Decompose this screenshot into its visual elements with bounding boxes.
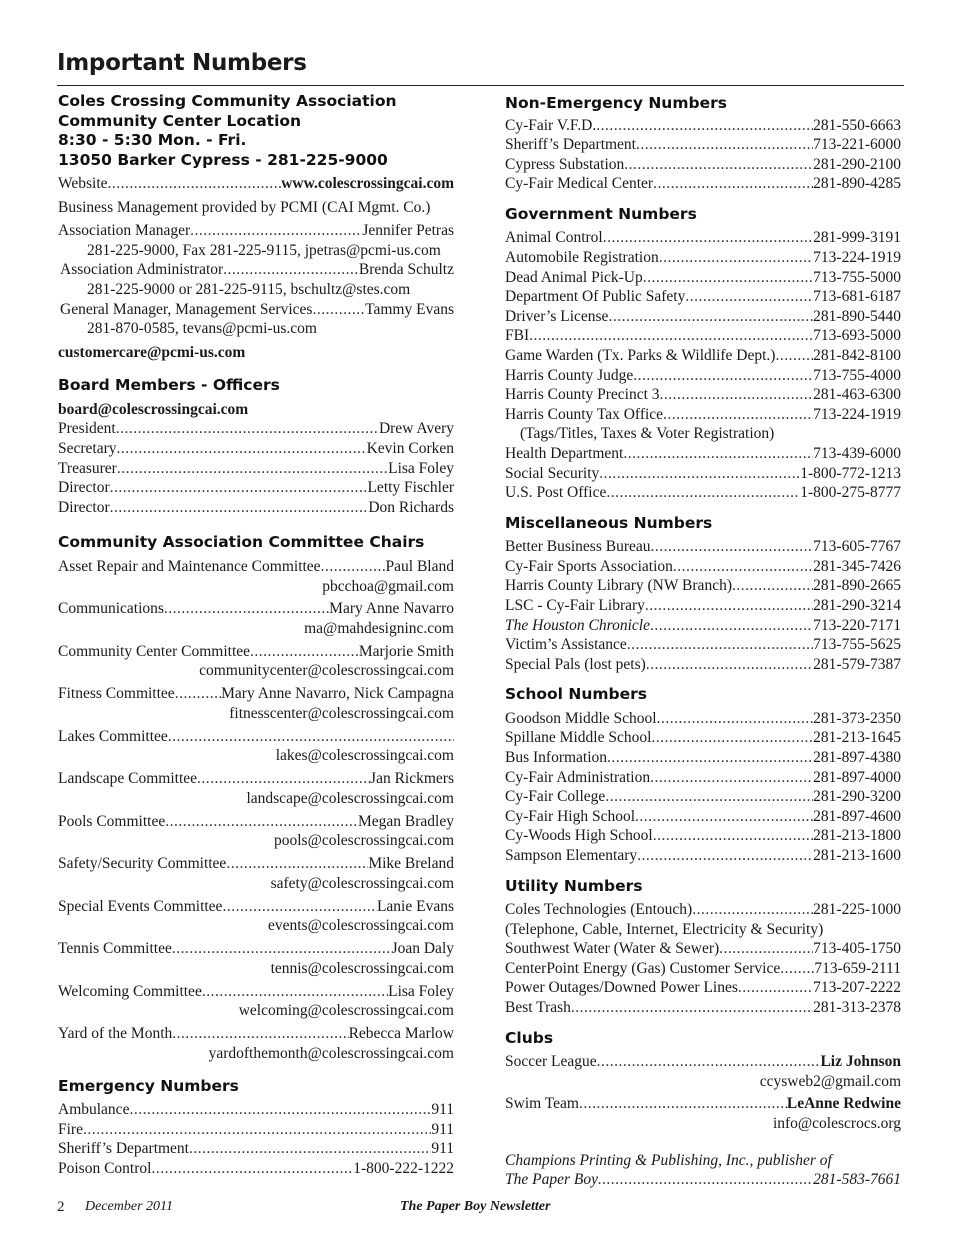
government <box>505 366 901 386</box>
board-member-label: Secretary <box>58 440 117 458</box>
government <box>505 268 901 288</box>
non-emergency-label: Cypress Substation <box>505 155 625 173</box>
website-row <box>58 174 454 194</box>
government-value: 281-463-6300 <box>813 386 901 404</box>
school-label: Cy-Fair Administration <box>505 768 651 786</box>
club-value: Liz Johnson <box>820 1053 901 1071</box>
board-list <box>58 419 454 517</box>
publisher-number: 281-583-7661 <box>813 1171 901 1189</box>
school-heading: School Numbers <box>505 685 648 704</box>
school-label: Cy-Fair High School <box>505 807 636 825</box>
committee-value: Jan Rickmers <box>370 770 454 788</box>
government <box>505 405 901 425</box>
non-emergency-value: 281-550-6663 <box>813 116 901 134</box>
association-name: Coles Crossing Community Association <box>58 92 397 110</box>
club-value: LeAnne Redwine <box>786 1095 901 1113</box>
website-link[interactable]: www.colescrossingcai.com <box>281 175 454 192</box>
emergency <box>58 1120 454 1140</box>
school <box>505 826 901 846</box>
school <box>505 748 901 768</box>
committee-value: Rebecca Marlow <box>348 1025 454 1043</box>
government-label: Health Department <box>505 444 624 462</box>
government-label: Dead Animal Pick-Up <box>505 268 643 286</box>
utility-note: (Telephone, Cable, Internet, Electricity & Security) <box>505 920 824 938</box>
misc-value: 281-579-7387 <box>813 655 901 673</box>
government-value: 281-842-8100 <box>813 346 901 364</box>
government-value: 281-890-5440 <box>813 307 901 325</box>
emergency-value: 911 <box>431 1140 454 1158</box>
misc-heading: Miscellaneous Numbers <box>505 513 713 532</box>
government-value: 713-439-6000 <box>813 444 901 462</box>
government-value: 1-800-772-1213 <box>800 464 901 482</box>
non-emergency-heading: Non-Emergency Numbers <box>505 94 727 112</box>
association-header <box>58 92 454 170</box>
staff-name: Brenda Schultz <box>358 261 454 279</box>
school-value: 281-213-1800 <box>813 827 901 845</box>
committee-label: Welcoming Committee <box>58 982 202 1000</box>
misc-value: 713-755-5625 <box>813 636 901 654</box>
school <box>505 768 901 788</box>
board-member-label: President <box>58 420 116 438</box>
non-emergency <box>505 155 901 175</box>
committee <box>58 939 454 959</box>
committee-value: Megan Bradley <box>358 812 454 830</box>
government-label: U.S. Post Office <box>505 484 607 502</box>
management-note: Business Management provided by PCMI (CAI Mgmt. Co.) <box>58 198 431 216</box>
government <box>505 444 901 464</box>
government-value: 713-755-5000 <box>813 268 901 286</box>
misc-label: The Houston Chronicle <box>505 616 650 634</box>
emergency <box>58 1100 454 1120</box>
publisher-row <box>505 1170 901 1190</box>
government-label: FBI <box>505 327 530 345</box>
school-value: 281-290-3200 <box>813 788 901 806</box>
board-member-value: Lisa Foley <box>388 459 454 477</box>
utility <box>505 998 901 1018</box>
board-member <box>58 478 454 498</box>
club-email[interactable]: ccysweb2@gmail.com <box>759 1072 901 1090</box>
misc-value: 281-890-2665 <box>813 577 901 595</box>
title-rule <box>57 85 904 86</box>
committee-email[interactable]: events@colescrossingcai.com <box>267 917 454 935</box>
emergency-label: Poison Control <box>58 1160 152 1177</box>
committee-label: Yard of the Month <box>58 1025 173 1043</box>
emergency-value: 911 <box>431 1101 454 1119</box>
board-email[interactable]: board@colescrossingcai.com <box>58 400 249 418</box>
committee-value: Joan Daly <box>391 940 454 958</box>
government-label: Harris County Precinct 3 <box>505 386 660 404</box>
government-value: 713-224-1919 <box>813 248 901 266</box>
government-label: Social Security <box>505 464 600 482</box>
school-value: 281-213-1600 <box>813 847 901 864</box>
committee <box>58 1024 454 1044</box>
staff-role: General Manager, Management Services <box>60 300 313 318</box>
misc <box>505 557 901 577</box>
page-number: 2 <box>57 1199 65 1215</box>
school <box>505 709 901 729</box>
non-emergency-value: 713-221-6000 <box>813 136 901 154</box>
club <box>505 1052 901 1072</box>
committee-value: Mary Anne Navarro <box>329 600 454 618</box>
utility-label: Power Outages/Downed Power Lines <box>505 979 738 997</box>
board-heading: Board Members - Officers <box>58 376 280 395</box>
club <box>505 1094 901 1114</box>
misc <box>505 655 901 675</box>
committee-value: Mary Anne Navarro, Nick Campagna <box>221 685 454 703</box>
board-member-value: Letty Fischler <box>367 479 454 497</box>
publisher-paper: The Paper Boy <box>505 1171 598 1189</box>
committee <box>58 982 454 1002</box>
government-value: 713-755-4000 <box>813 366 901 384</box>
committee-value: Lisa Foley <box>388 982 454 1000</box>
committee <box>58 769 454 789</box>
government-label: Animal Control <box>505 229 603 247</box>
committee <box>58 854 454 874</box>
committee-email[interactable]: landscape@colescrossingcai.com <box>246 789 454 807</box>
school <box>505 728 901 748</box>
school-label: Cy-Woods High School <box>505 827 653 845</box>
school-value: 281-897-4380 <box>813 749 901 767</box>
government <box>505 385 901 405</box>
utility-value: 713-207-2222 <box>813 979 901 997</box>
committee-email[interactable]: pools@colescrossingcai.com <box>274 832 454 850</box>
government-label: Driver’s License <box>505 307 609 325</box>
center-location: Community Center Location <box>58 111 302 130</box>
government-value: 713-693-5000 <box>813 327 901 345</box>
page-title: Important Numbers <box>57 50 307 76</box>
government-value: 713-681-6187 <box>813 288 901 306</box>
government-heading: Government Numbers <box>505 204 697 223</box>
emergency-label: Ambulance <box>58 1101 130 1119</box>
committee-email[interactable]: pbcchoa@gmail.com <box>322 577 454 595</box>
board-member-value: Drew Avery <box>378 420 454 438</box>
school-label: Goodson Middle School <box>505 709 657 727</box>
committee-label: Special Events Committee <box>58 897 223 915</box>
emergency-list <box>58 1100 454 1178</box>
misc <box>505 616 901 636</box>
utility-value: 713-659-2111 <box>814 959 901 977</box>
emergency <box>58 1139 454 1159</box>
utility-list <box>505 939 901 1017</box>
staff-detail[interactable]: 281-225-9000 or 281-225-9115, bschultz@stes.com <box>87 280 411 298</box>
non-emergency-label: Sheriff’s Department <box>505 136 636 154</box>
committee-value: Paul Bland <box>385 557 454 575</box>
non-emergency-value: 281-890-4285 <box>813 175 901 193</box>
government <box>505 326 901 346</box>
misc-value: 281-345-7426 <box>813 557 901 575</box>
government-list-continued <box>505 444 901 503</box>
government-label: Harris County Tax Office <box>505 405 664 423</box>
website-label: Website <box>58 175 108 192</box>
committee-list <box>58 557 454 1067</box>
school-label: Sampson Elementary <box>505 847 638 864</box>
emergency-value: 1-800-222-1222 <box>353 1160 454 1177</box>
school-list <box>505 709 901 866</box>
center-hours: 8:30 - 5:30 Mon. - Fri. <box>58 131 247 149</box>
committee <box>58 599 454 619</box>
board-member <box>58 419 454 439</box>
emergency-label: Fire <box>58 1120 83 1138</box>
emergency <box>58 1159 454 1179</box>
emergency-heading: Emergency Numbers <box>58 1076 239 1095</box>
utility-number: 281-225-1000 <box>813 901 901 919</box>
government-label: Game Warden (Tx. Parks & Wildlife Dept.) <box>505 346 776 364</box>
committee-email[interactable]: lakes@colescrossingcai.com <box>275 747 454 765</box>
board-member-value: Kevin Corken <box>366 440 454 458</box>
misc-value: 281-290-3214 <box>813 596 901 614</box>
newsletter-name: The Paper Boy Newsletter <box>400 1199 551 1214</box>
board-member <box>58 498 454 518</box>
government <box>505 228 901 248</box>
misc-list <box>505 537 901 674</box>
staff-role: Association Manager <box>58 222 191 240</box>
staff-row <box>58 221 454 241</box>
non-emergency <box>505 174 901 194</box>
committee-email[interactable]: communitycenter@colescrossingcai.com <box>199 662 454 680</box>
misc <box>505 576 901 596</box>
misc-label: Better Business Bureau <box>505 538 651 556</box>
government-value: 713-224-1919 <box>813 405 901 423</box>
utility-heading: Utility Numbers <box>505 876 643 895</box>
committee-value: Mike Breland <box>368 855 454 873</box>
board-member-label: Director <box>58 479 110 497</box>
utility-value: 713-405-1750 <box>813 940 901 958</box>
board-member <box>58 439 454 459</box>
committee-label: Asset Repair and Maintenance Committee <box>58 557 321 575</box>
committee <box>58 684 454 704</box>
school-value: 281-373-2350 <box>813 709 901 727</box>
school <box>505 846 901 866</box>
utility-row <box>505 900 901 920</box>
government <box>505 287 901 307</box>
staff-name: Jennifer Petras <box>362 222 454 240</box>
utility-label: Best Trash <box>505 999 571 1017</box>
committee-value: Marjorie Smith <box>358 642 454 660</box>
government <box>505 483 901 503</box>
board-member-label: Treasurer <box>58 459 117 477</box>
misc <box>505 537 901 557</box>
school-value: 281-213-1645 <box>813 729 901 747</box>
government <box>505 346 901 366</box>
utility <box>505 978 901 998</box>
tax-office-note: (Tags/Titles, Taxes & Voter Registration) <box>520 425 775 443</box>
committee-email[interactable]: tennis@colescrossingcai.com <box>270 959 454 977</box>
government <box>505 464 901 484</box>
right-column <box>505 92 901 1190</box>
school-label: Bus Information <box>505 749 608 767</box>
staff-name: Tammy Evans <box>365 300 454 318</box>
committee-label: Community Center Committee <box>58 642 251 660</box>
misc-label: Harris County Library (NW Branch) <box>505 577 732 595</box>
committee-email[interactable]: safety@colescrossingcai.com <box>270 874 454 892</box>
committee-label: Landscape Committee <box>58 770 198 788</box>
government-list <box>505 228 901 424</box>
non-emergency-label: Cy-Fair Medical Center <box>505 175 654 193</box>
misc-value: 713-605-7767 <box>813 538 901 556</box>
utility-value: 281-313-2378 <box>813 999 901 1017</box>
board-member-label: Director <box>58 498 110 516</box>
government-label: Harris County Judge <box>505 366 634 384</box>
misc-value: 713-220-7171 <box>813 616 901 634</box>
clubs-list <box>505 1052 901 1136</box>
customercare-email[interactable]: customercare@pcmi-us.com <box>58 343 246 361</box>
misc <box>505 635 901 655</box>
committee-value: Lanie Evans <box>376 897 454 915</box>
staff-role: Association Administrator <box>60 261 224 279</box>
misc <box>505 596 901 616</box>
staff-detail[interactable]: 281-870-0585, tevans@pcmi-us.com <box>87 320 317 338</box>
non-emergency <box>505 116 901 136</box>
committee <box>58 897 454 917</box>
staff-row <box>58 260 454 280</box>
utility-label: CenterPoint Energy (Gas) Customer Service <box>505 959 781 977</box>
school-value: 281-897-4000 <box>813 768 901 786</box>
committee-label: Lakes Committee <box>58 727 168 745</box>
non-emergency <box>505 135 901 155</box>
club-label: Soccer League <box>505 1053 597 1071</box>
utility <box>505 959 901 979</box>
school <box>505 807 901 827</box>
committees-heading: Community Association Committee Chairs <box>58 533 425 552</box>
staff-detail[interactable]: 281-225-9000, Fax 281-225-9115, jpetras@pcmi-us.com <box>87 241 441 259</box>
emergency-label: Sheriff’s Department <box>58 1140 189 1158</box>
non-emergency-label: Cy-Fair V.F.D. <box>505 116 597 134</box>
school-label: Spillane Middle School <box>505 729 652 747</box>
committee-email[interactable]: ma@mahdesigninc.com <box>304 619 454 637</box>
government-label: Department Of Public Safety <box>505 288 686 306</box>
committee-label: Tennis Committee <box>58 940 172 958</box>
committee-email[interactable]: welcoming@colescrossingcai.com <box>238 1002 454 1020</box>
government-value: 1-800-275-8777 <box>800 484 901 502</box>
utility <box>505 939 901 959</box>
staff-row <box>58 300 454 320</box>
utility-label: Southwest Water (Water & Sewer) <box>505 940 720 958</box>
misc-label: Cy-Fair Sports Association <box>505 557 673 575</box>
misc-label: LSC - Cy-Fair Library <box>505 596 645 614</box>
committee <box>58 812 454 832</box>
government-value: 281-999-3191 <box>813 229 901 247</box>
misc-label: Victim’s Assistance <box>505 636 627 654</box>
clubs-heading: Clubs <box>505 1028 554 1047</box>
board-member-value: Don Richards <box>368 498 454 516</box>
center-address: 13050 Barker Cypress - 281-225-9000 <box>58 150 388 169</box>
school-label: Cy-Fair College <box>505 788 606 806</box>
government <box>505 307 901 327</box>
committee-label: Communications <box>58 600 164 618</box>
committee-email[interactable]: fitnesscenter@colescrossingcai.com <box>229 704 454 722</box>
committee-email[interactable]: yardofthemonth@colescrossingcai.com <box>208 1044 454 1062</box>
committee-label: Pools Committee <box>58 812 166 830</box>
publisher-line: Champions Printing & Publishing, Inc., publisher of <box>505 1151 832 1169</box>
committee <box>58 642 454 662</box>
committee <box>58 557 454 577</box>
school <box>505 787 901 807</box>
committee-label: Fitness Committee <box>58 685 175 703</box>
committee <box>58 727 454 747</box>
club-label: Swim Team <box>505 1095 579 1113</box>
committee-label: Safety/Security Committee <box>58 855 227 873</box>
misc-label: Special Pals (lost pets) <box>505 655 646 673</box>
club-email[interactable]: info@colescrocs.org <box>772 1114 901 1132</box>
government-label: Automobile Registration <box>505 248 659 266</box>
school-value: 281-897-4600 <box>813 807 901 825</box>
government <box>505 248 901 268</box>
non-emergency-list <box>505 116 901 194</box>
issue-date: December 2011 <box>85 1199 173 1214</box>
utility-label: Coles Technologies (Entouch) <box>505 901 693 919</box>
emergency-value: 911 <box>431 1120 454 1138</box>
non-emergency-value: 281-290-2100 <box>813 155 901 173</box>
left-column <box>58 92 454 1179</box>
board-member <box>58 459 454 479</box>
